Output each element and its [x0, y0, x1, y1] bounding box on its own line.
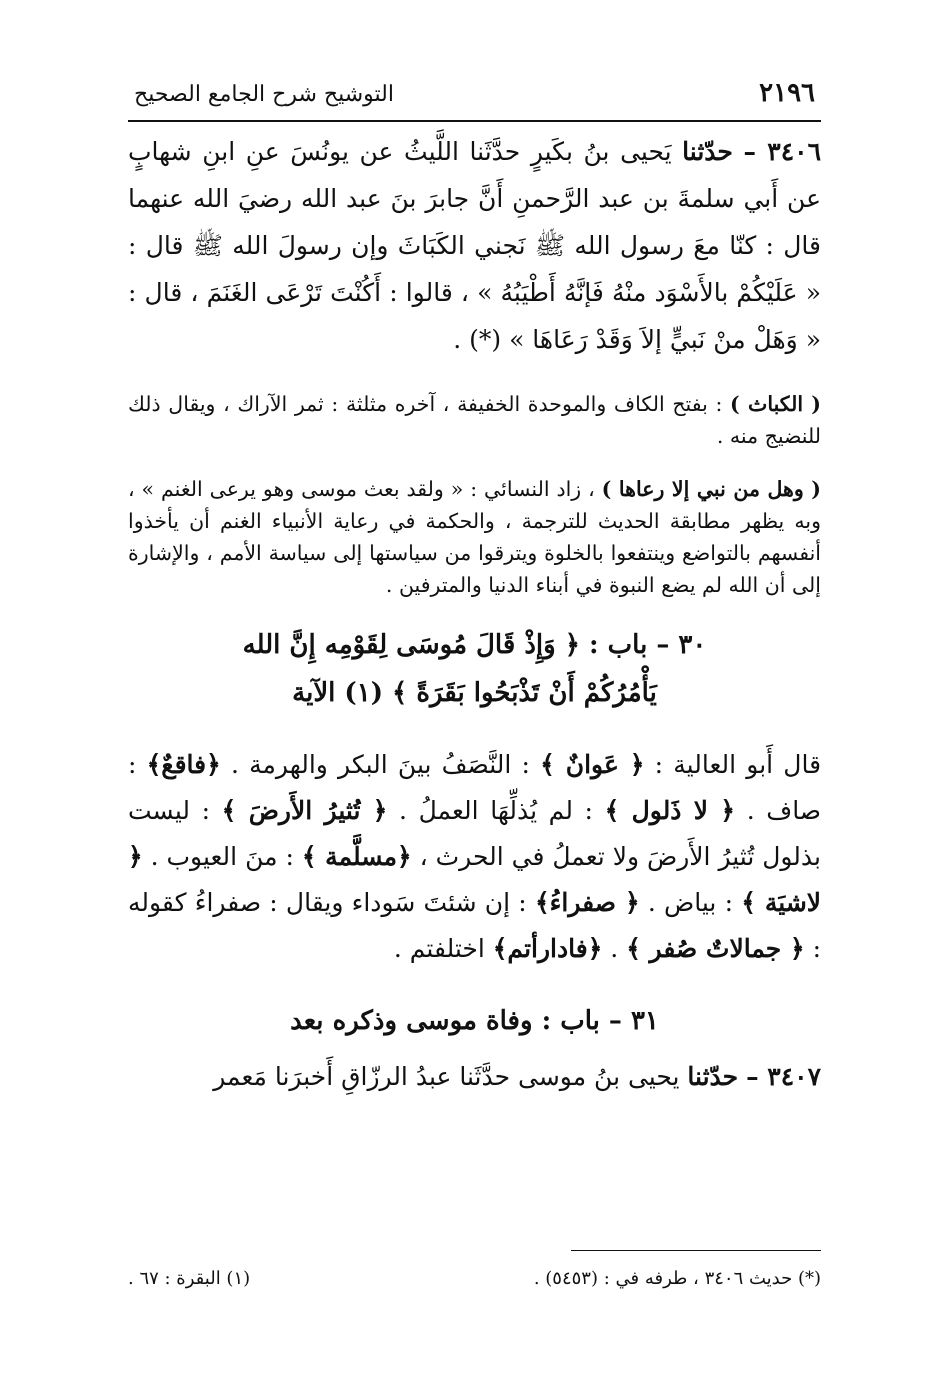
gloss-word: ﴿فادارأتم﴾ — [492, 934, 603, 963]
gloss-meaning: : صاف . — [128, 750, 822, 825]
gloss-word: ﴿ جمالاتٌ صُفر ﴾ — [626, 934, 805, 963]
chapter-30-heading — [128, 621, 821, 717]
footnote-rule — [571, 1250, 821, 1251]
gloss-meaning: : لم يُذلِّهَا العملُ . — [399, 796, 593, 825]
page-number: ٢١٩٦ — [759, 78, 815, 108]
hadith-text: يَحيى بنُ بكَيرٍ حدَّثَنا اللَّيثُ عن يونُسَ عنِ ابنِ شهابٍ عن أَبي سلمةَ بن عبد الرَّحمنِ أَنَّ جابرَ بنَ عبد الله رضيَ الله عنهما قال : كنّا معَ رسول الله ﷺ نَجني الكَبَاثَ وإن رسولَ الله ﷺ قال : « عَلَيْكُمْ بالأَسْوَد منْهُ فَإنَّهُ أَطْيَبُهُ » ، قالوا : أَكُنْتَ تَرْعَى الغَنَمَ ، قال : « وَهَلْ منْ نَبيٍّ إلاَ وَقَدْ رَعَاهَا » (*) . — [128, 137, 821, 354]
book-title: التوشيح شرح الجامع الصحيح — [134, 82, 394, 107]
abu-aliya-glosses — [128, 742, 821, 972]
gloss-meaning: : ليست بذلول تُثيرُ الأَرضَ ولا تعملُ في الحرث ، — [128, 796, 822, 871]
hadith-lead: حدّثنا — [687, 1062, 739, 1091]
footnote-one: (١) البقرة : ٦٧ . — [128, 1268, 251, 1289]
gloss-meaning: : إن شئتَ سَوداء ويقال : صفراءُ كقوله : — [128, 888, 821, 963]
gloss-word: ﴿ صفراءُ﴾ — [534, 888, 640, 917]
gloss-word: ﴿ لاشيَة ﴾ — [128, 842, 822, 917]
hadith-text: يحيى بنُ موسى حدَّثَنا عبدُ الرزّاقِ أَخبرَنا مَعمر — [213, 1062, 680, 1091]
chapter-line: ٣١ – باب : وفاة موسى وذكره بعد — [290, 1006, 659, 1036]
gloss-word: ﴿ لا ذَلول ﴾ — [604, 796, 736, 825]
hadith-3407 — [128, 1053, 821, 1100]
gloss-meaning: اختلفتم . — [393, 934, 485, 963]
gloss-word: ﴿مسلَّمة ﴾ — [301, 842, 412, 871]
note-term: ( وهل من نبي إلا رعاها ) — [601, 476, 821, 501]
hadith-number: ٣٤٠٦ – — [743, 137, 822, 166]
gloss-word: ﴿ تُثيرُ الأَرضَ ﴾ — [221, 796, 388, 825]
footnotes — [128, 1268, 821, 1289]
chapter-line: ٣٠ – باب : ﴿ وَإِذْ قَالَ مُوسَى لِقَوْمِه إِنَّ الله — [242, 630, 707, 660]
note-text: : بفتح الكاف والموحدة الخفيفة ، آخره مثلثة : ثمر الآراك ، ويقال ذلك للنضيج منه . — [128, 392, 821, 448]
note-kabath — [128, 388, 821, 452]
gloss-meaning: : بياض . — [647, 888, 734, 917]
note-term: ( الكباث ) — [730, 392, 821, 416]
gloss-intro: قال أَبو العالية : — [654, 750, 822, 779]
gloss-meaning: . — [610, 934, 619, 963]
gloss-word: ﴿ عَوانٌ ﴾ — [540, 750, 645, 779]
chapter-line: يَأْمُرُكُمْ أَنْ تَذْبَحُوا بَقَرَةً ﴾ (١) الآية — [292, 678, 657, 708]
running-head — [128, 78, 821, 122]
footnote-star: (*) حديث ٣٤٠٦ ، طرفه في : (٥٤٥٣) . — [533, 1268, 821, 1289]
chapter-31-heading — [128, 997, 821, 1045]
hadith-number: ٣٤٠٧ – — [746, 1062, 821, 1091]
hadith-3406 — [128, 128, 821, 363]
gloss-meaning: : النَّصَفُ بينَ البكر والهرمة . — [230, 750, 530, 779]
note-wahal — [128, 473, 821, 601]
gloss-meaning: : منَ العيوب . — [150, 842, 294, 871]
hadith-lead: حدّثنا — [682, 137, 733, 166]
gloss-word: ﴿فاقعٌ﴾ — [146, 750, 221, 779]
note-text: ، زاد النسائي : « ولقد بعث موسى وهو يرعى الغنم » ، وبه يظهر مطابقة الحديث للترجمة ، والحكمة في رعاية الأنبياء الغنم أن يأخذوا أنفسهم بالتواضع وينتفعوا بالخلوة ويترقوا من سياستها إلى سياسة الأمم ، والإشارة إلى أن الله لم يضع النبوة في أبناء الدنيا والمترفين . — [128, 476, 821, 597]
